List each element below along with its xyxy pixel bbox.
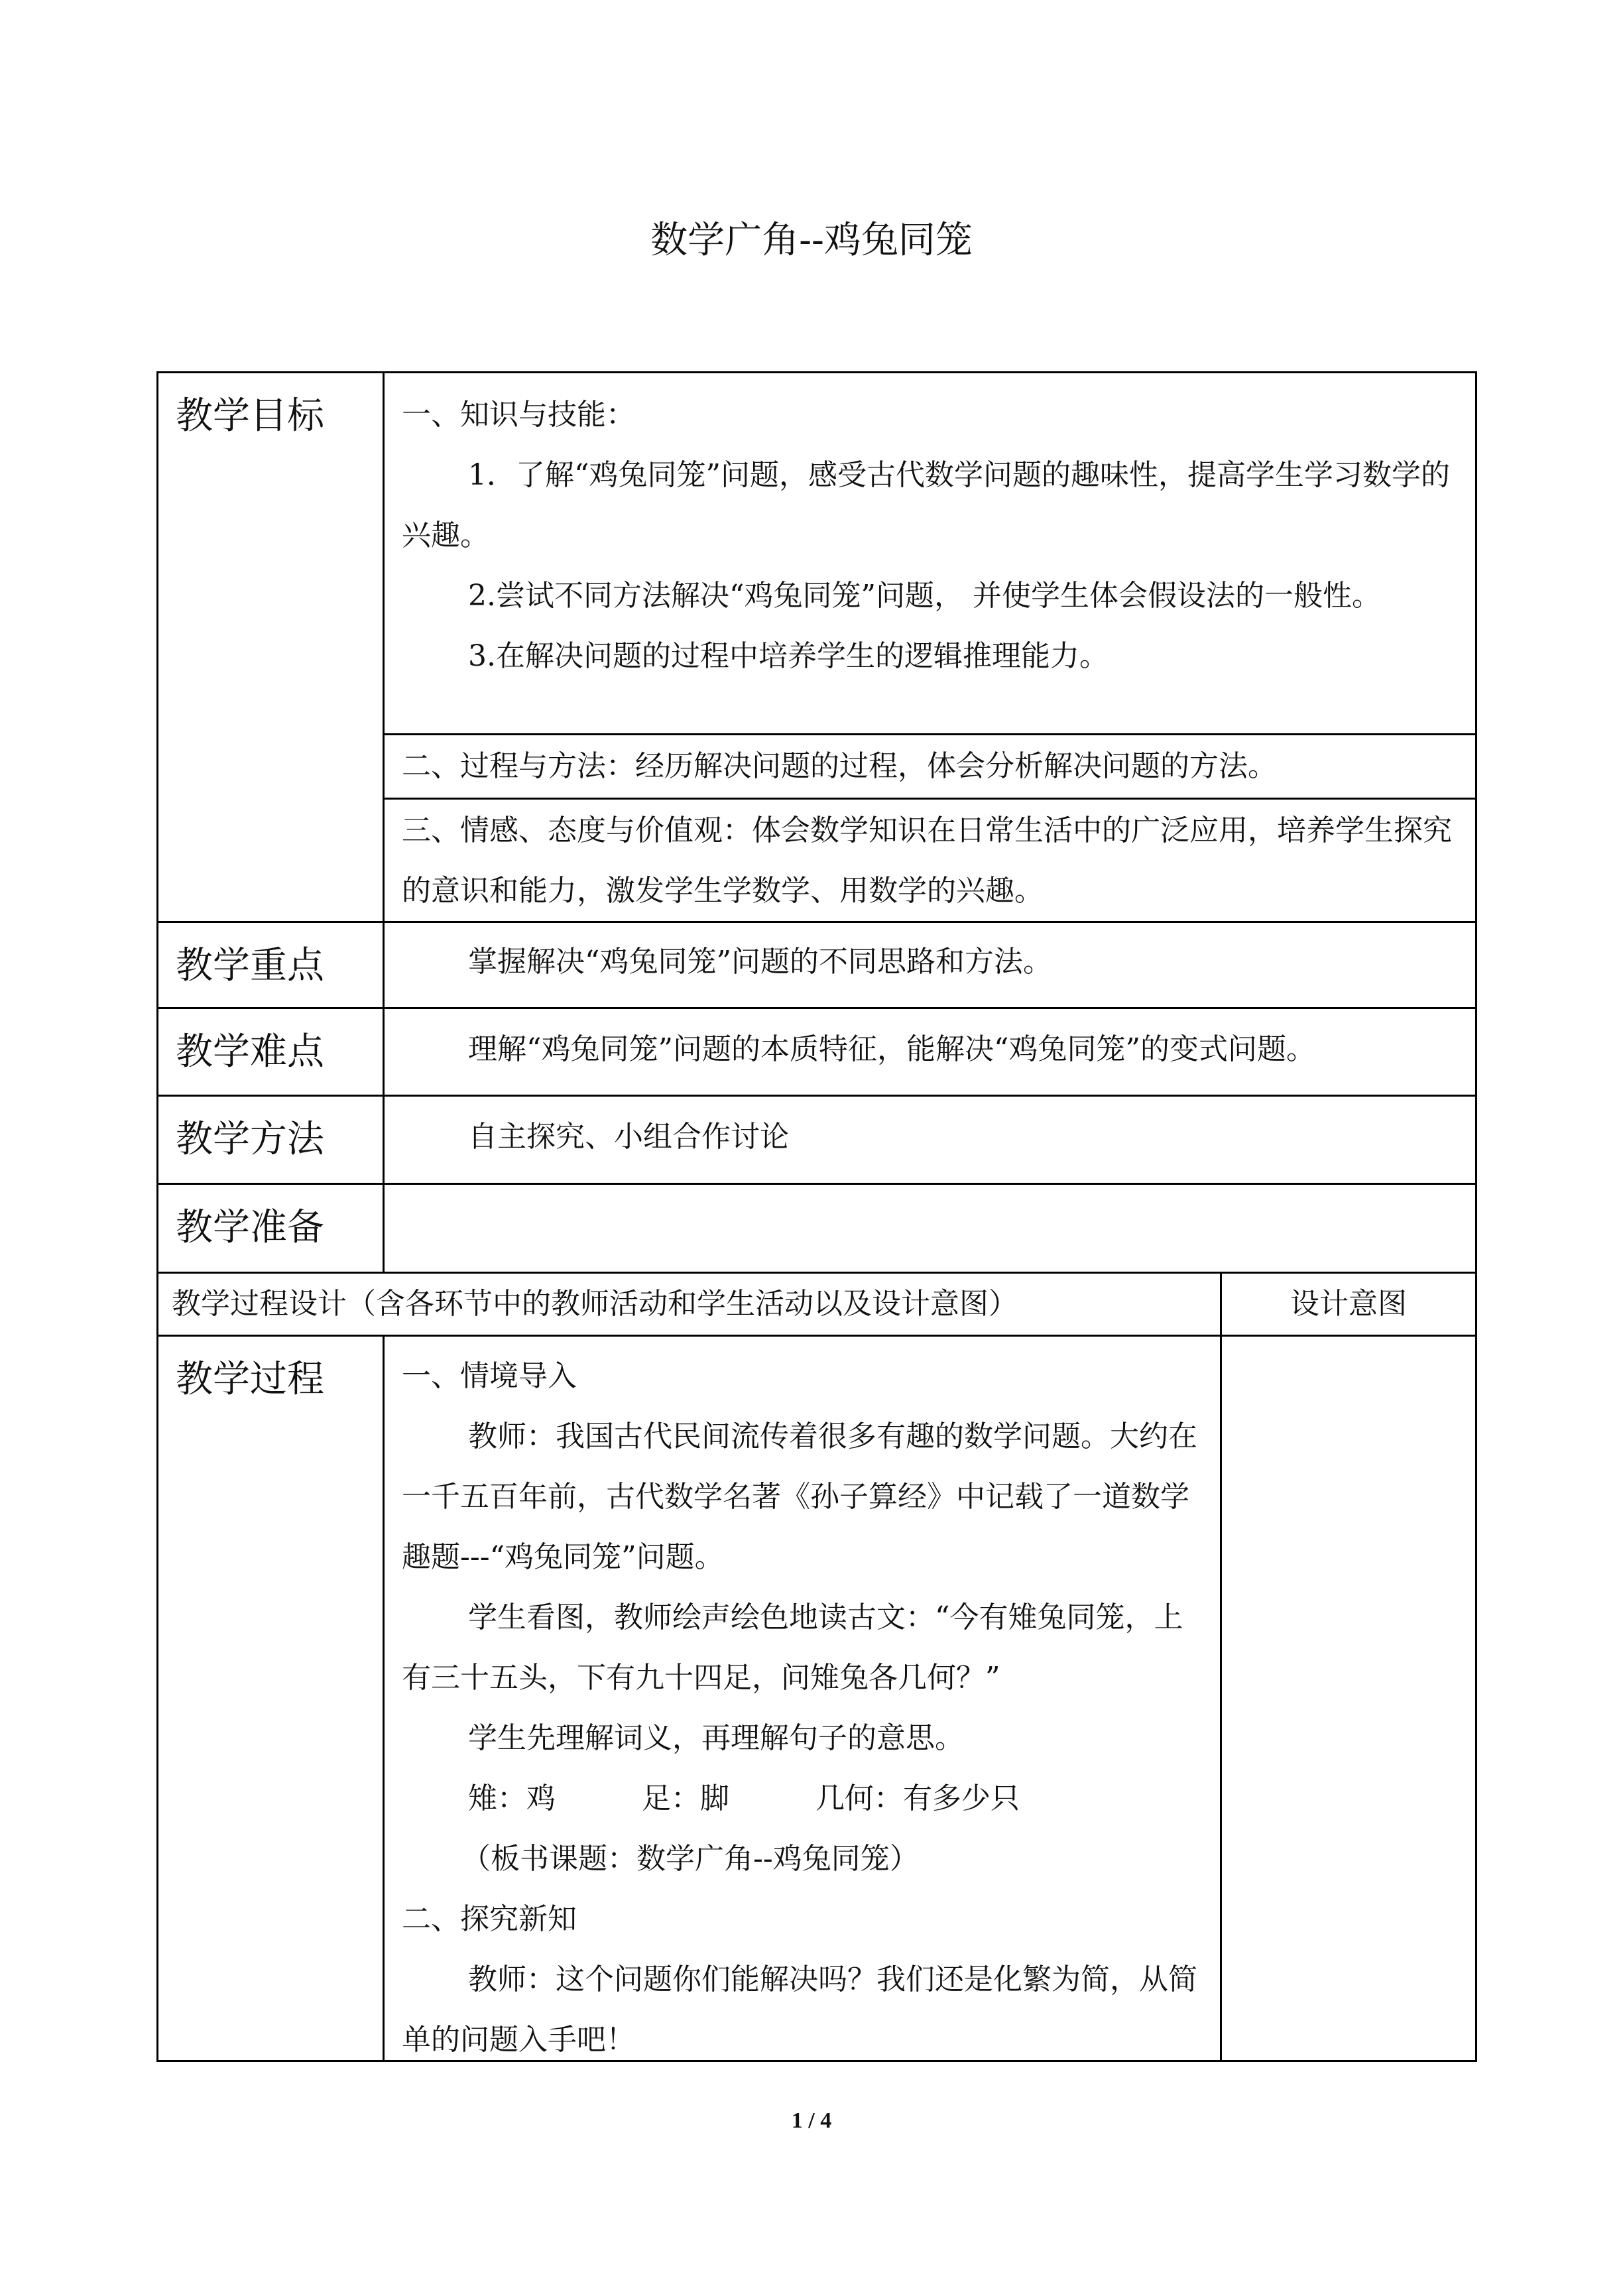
objectives-knowledge-cell xyxy=(385,385,1475,686)
document-title: 数学广角--鸡兔同笼 xyxy=(650,219,973,262)
objectives-emotion-cell xyxy=(385,800,1475,921)
key-points-content: 掌握解决“鸡兔同笼”问题的不同思路和方法。 xyxy=(468,945,1052,979)
methods-label: 教学方法 xyxy=(176,1118,324,1161)
preparation-label: 教学准备 xyxy=(176,1206,324,1249)
vocab-item: 雉：鸡 xyxy=(468,1782,556,1815)
row-line xyxy=(383,798,1477,800)
page-number: 1 / 4 xyxy=(791,2108,832,2133)
objectives-item3: 3.在解决问题的过程中培养学生的逻辑推理能力。 xyxy=(468,639,1109,673)
difficulties-label: 教学难点 xyxy=(176,1030,324,1073)
objectives-item2: 2.尝试不同方法解决“鸡兔同笼”问题， 并使学生体会假设法的一般性。 xyxy=(468,579,1381,613)
process-para2: 学生看图，教师绘声绘色地读古文：“今有雉兔同笼，上有三十五头，下有九十四足，问雉兔各几何？” xyxy=(402,1601,1183,1695)
key-points-label: 教学重点 xyxy=(176,944,324,987)
row-line xyxy=(383,733,1477,735)
row-line xyxy=(156,1272,1477,1274)
process-content xyxy=(385,1346,1220,2070)
process-para1: 教师：我国古代民间流传着很多有趣的数学问题。大约在一千五百年前，古代数学名著《孙子算经》中记载了一道数学趣题---“鸡兔同笼”问题。 xyxy=(402,1420,1197,1574)
process-board-title: （板书课题：数学广角--鸡兔同笼） xyxy=(461,1842,919,1876)
methods-content: 自主探究、小组合作讨论 xyxy=(468,1120,789,1154)
process-heading-intro: 一、情境导入 xyxy=(402,1359,577,1393)
process-label: 教学过程 xyxy=(176,1358,324,1401)
difficulties-content: 理解“鸡兔同笼”问题的本质特征，能解决“鸡兔同笼”的变式问题。 xyxy=(468,1032,1315,1066)
process-para4: 教师：这个问题你们能解决吗？我们还是化繁为简，从简单的问题入手吧！ xyxy=(402,1963,1197,2057)
process-vocab-line xyxy=(402,1768,1207,1829)
objectives-process-cell xyxy=(385,736,1475,796)
vocab-item: 几何：有多少只 xyxy=(815,1782,1020,1815)
objectives-label: 教学目标 xyxy=(176,394,324,438)
objectives-section1-heading: 一、知识与技能： xyxy=(402,398,635,432)
process-design-header: 教学过程设计（含各环节中的教师活动和学生活动以及设计意图） xyxy=(172,1287,1018,1321)
process-para3: 学生先理解词义，再理解句子的意思。 xyxy=(468,1721,964,1755)
vocab-item: 足：脚 xyxy=(642,1782,729,1815)
process-intent-cell xyxy=(1222,1337,1475,2060)
objectives-item1: 1．了解“鸡兔同笼”问题，感受古代数学问题的趣味性，提高学生学习数学的兴趣。 xyxy=(402,458,1450,552)
process-heading-explore: 二、探究新知 xyxy=(402,1902,577,1936)
objectives-section3: 三、情感、态度与价值观：体会数学知识在日常生活中的广泛应用，培养学生探究的意识和能力，激发学生学数学、用数学的兴趣。 xyxy=(402,814,1452,908)
objectives-section2: 二、过程与方法：经历解决问题的过程，体会分析解决问题的方法。 xyxy=(402,749,1277,783)
design-intent-header: 设计意图 xyxy=(1290,1287,1407,1321)
